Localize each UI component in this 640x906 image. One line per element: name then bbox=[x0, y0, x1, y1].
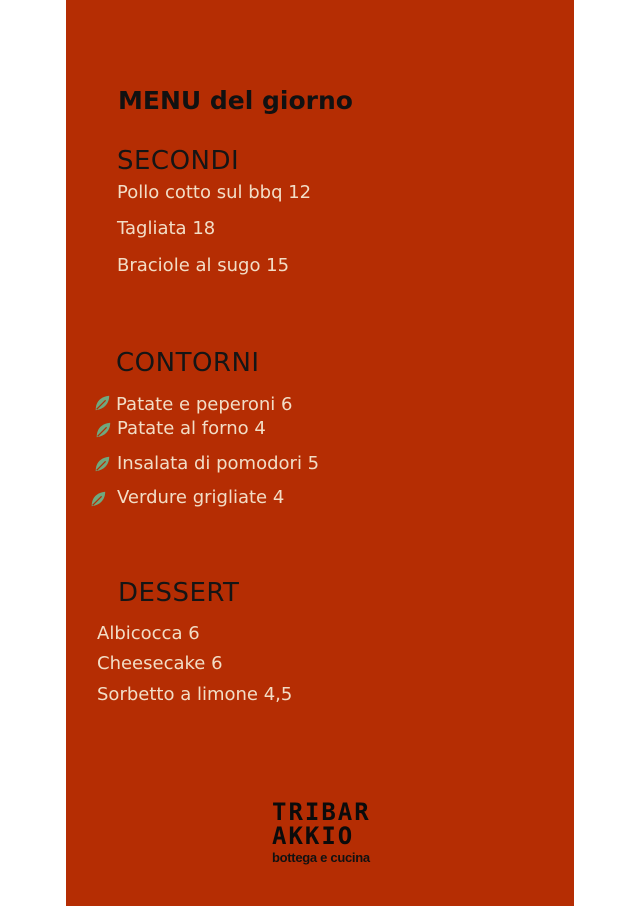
logo-line-2: AKKIO bbox=[272, 822, 355, 850]
leaf-icon bbox=[93, 455, 111, 473]
menu-item: Insalata di pomodori 5 bbox=[117, 453, 320, 474]
menu-item: Verdure grigliate 4 bbox=[117, 487, 285, 508]
section-heading-contorni: CONTORNI bbox=[116, 348, 260, 378]
menu-item: Patate al forno 4 bbox=[117, 418, 266, 439]
menu-title: MENU del giorno bbox=[118, 86, 353, 115]
leaf-icon bbox=[93, 394, 111, 412]
logo-tagline: bottega e cucina bbox=[272, 850, 370, 865]
menu-item: Tagliata 18 bbox=[117, 218, 216, 239]
section-heading-dessert: DESSERT bbox=[118, 578, 240, 608]
menu-item: Cheesecake 6 bbox=[97, 653, 223, 674]
menu-item: Albicocca 6 bbox=[97, 623, 200, 644]
leaf-icon bbox=[94, 421, 112, 439]
logo-line-1: TRIBAR bbox=[272, 798, 371, 826]
tribarakkio-logo bbox=[272, 798, 372, 870]
menu-item: Sorbetto a limone 4,5 bbox=[97, 684, 293, 705]
menu-item: Pollo cotto sul bbq 12 bbox=[117, 182, 312, 203]
menu-item: Braciole al sugo 15 bbox=[117, 255, 290, 276]
section-heading-secondi: SECONDI bbox=[117, 146, 240, 176]
leaf-icon bbox=[89, 490, 107, 508]
menu-item: Patate e peperoni 6 bbox=[116, 394, 293, 415]
